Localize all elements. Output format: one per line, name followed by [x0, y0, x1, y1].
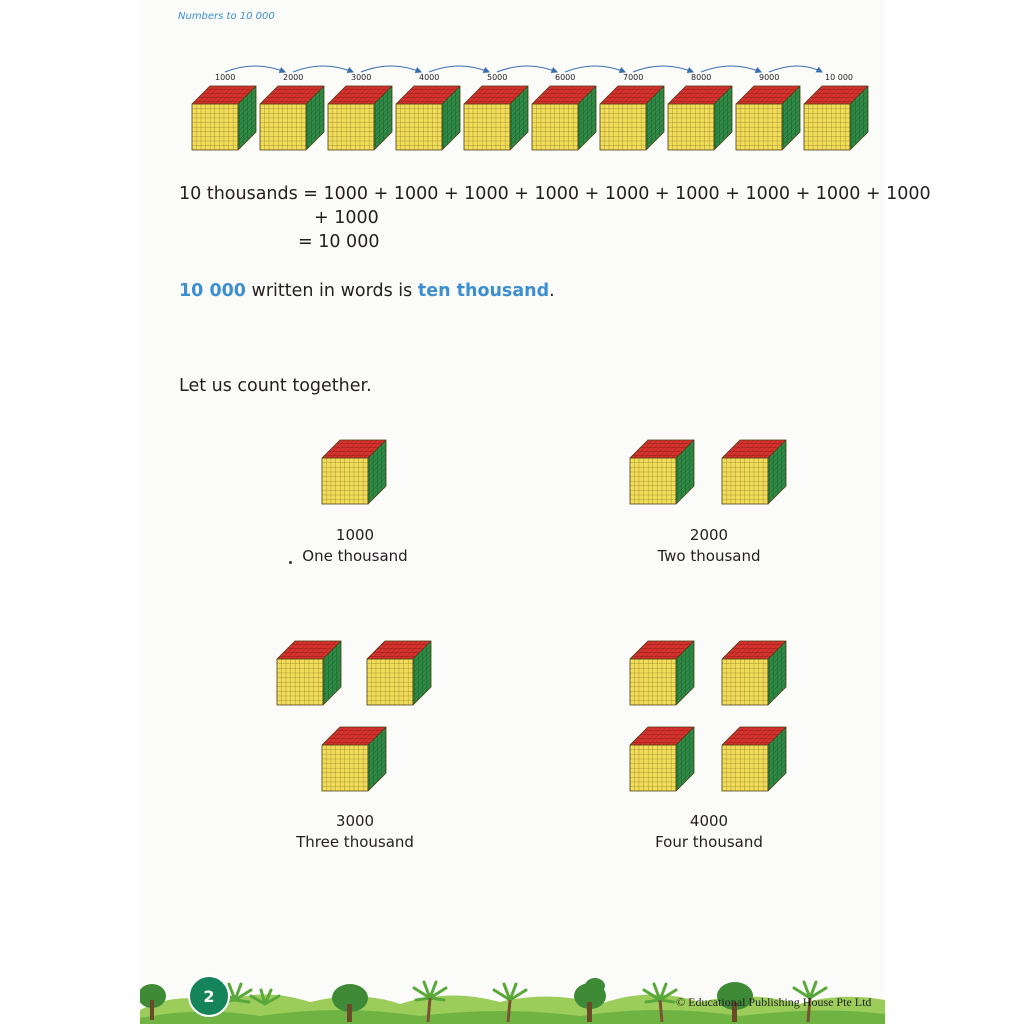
- thousand-cube: [736, 86, 800, 150]
- equation-line-3: = 10 000: [298, 232, 380, 252]
- number-line-label: 2000: [283, 73, 304, 82]
- highlight-number: 10 000: [179, 281, 246, 301]
- thousand-cubes-row: [190, 84, 880, 152]
- thousand-cube: [464, 86, 528, 150]
- number-line-label: 4000: [419, 73, 440, 82]
- equation-line-1: 10 thousands = 1000 + 1000 + 1000 + 1000 + 1000 + 1000 + 1000 + 1000 + 1000: [179, 184, 931, 204]
- thousand-cube: [600, 86, 664, 150]
- group-words: One thousand: [302, 547, 408, 565]
- number-line-label: 8000: [691, 73, 712, 82]
- thousand-cube: [630, 440, 694, 504]
- thousand-cube: [722, 727, 786, 791]
- intro-text: Let us count together.: [179, 376, 372, 396]
- number-line-label: 6000: [555, 73, 576, 82]
- cube-group-1000: [320, 438, 390, 508]
- thousand-cube: [322, 727, 386, 791]
- number-line-label: 1000: [215, 73, 236, 82]
- copyright-notice: © Educational Publishing House Pte Ltd: [676, 995, 872, 1009]
- footer-foliage: [140, 960, 885, 1024]
- page-background: [140, 0, 885, 1024]
- thousand-cube: [630, 727, 694, 791]
- number-line-label: 9000: [759, 73, 780, 82]
- thousand-cube: [804, 86, 868, 150]
- thousand-cube: [532, 86, 596, 150]
- number-line-label: 7000: [623, 73, 644, 82]
- thousand-cube: [277, 641, 341, 705]
- thousand-cube: [260, 86, 324, 150]
- thousand-cube: [192, 86, 256, 150]
- group-words: Four thousand: [655, 833, 763, 851]
- number-line-label: 3000: [351, 73, 372, 82]
- group-numeral: 4000: [689, 812, 729, 830]
- words-sentence: [179, 281, 555, 301]
- chapter-header: Numbers to 10 000: [178, 11, 275, 22]
- sentence-middle: written in words is: [245, 281, 418, 301]
- thousand-cube: [722, 641, 786, 705]
- cube-group-4000: [628, 639, 790, 795]
- thousand-cube: [396, 86, 460, 150]
- cube-group-2000: [628, 438, 790, 508]
- thousand-cube: [328, 86, 392, 150]
- group-numeral: 1000: [335, 526, 375, 544]
- thousand-cube: [722, 440, 786, 504]
- speck: [289, 561, 292, 564]
- number-line-label: 10 000: [825, 73, 853, 82]
- group-numeral: 2000: [689, 526, 729, 544]
- thousand-cube: [367, 641, 431, 705]
- thousand-cube: [668, 86, 732, 150]
- number-line-label: 5000: [487, 73, 508, 82]
- page-number: 2: [188, 975, 230, 1017]
- thousand-cube: [630, 641, 694, 705]
- group-words: Three thousand: [296, 833, 414, 851]
- group-words: Two thousand: [657, 547, 761, 565]
- highlight-word: ten thousand: [417, 281, 550, 301]
- cube-group-3000: [275, 639, 437, 795]
- sentence-end: .: [549, 281, 555, 301]
- equation-line-2: + 1000: [314, 208, 379, 228]
- thousand-cube: [322, 440, 386, 504]
- group-numeral: 3000: [335, 812, 375, 830]
